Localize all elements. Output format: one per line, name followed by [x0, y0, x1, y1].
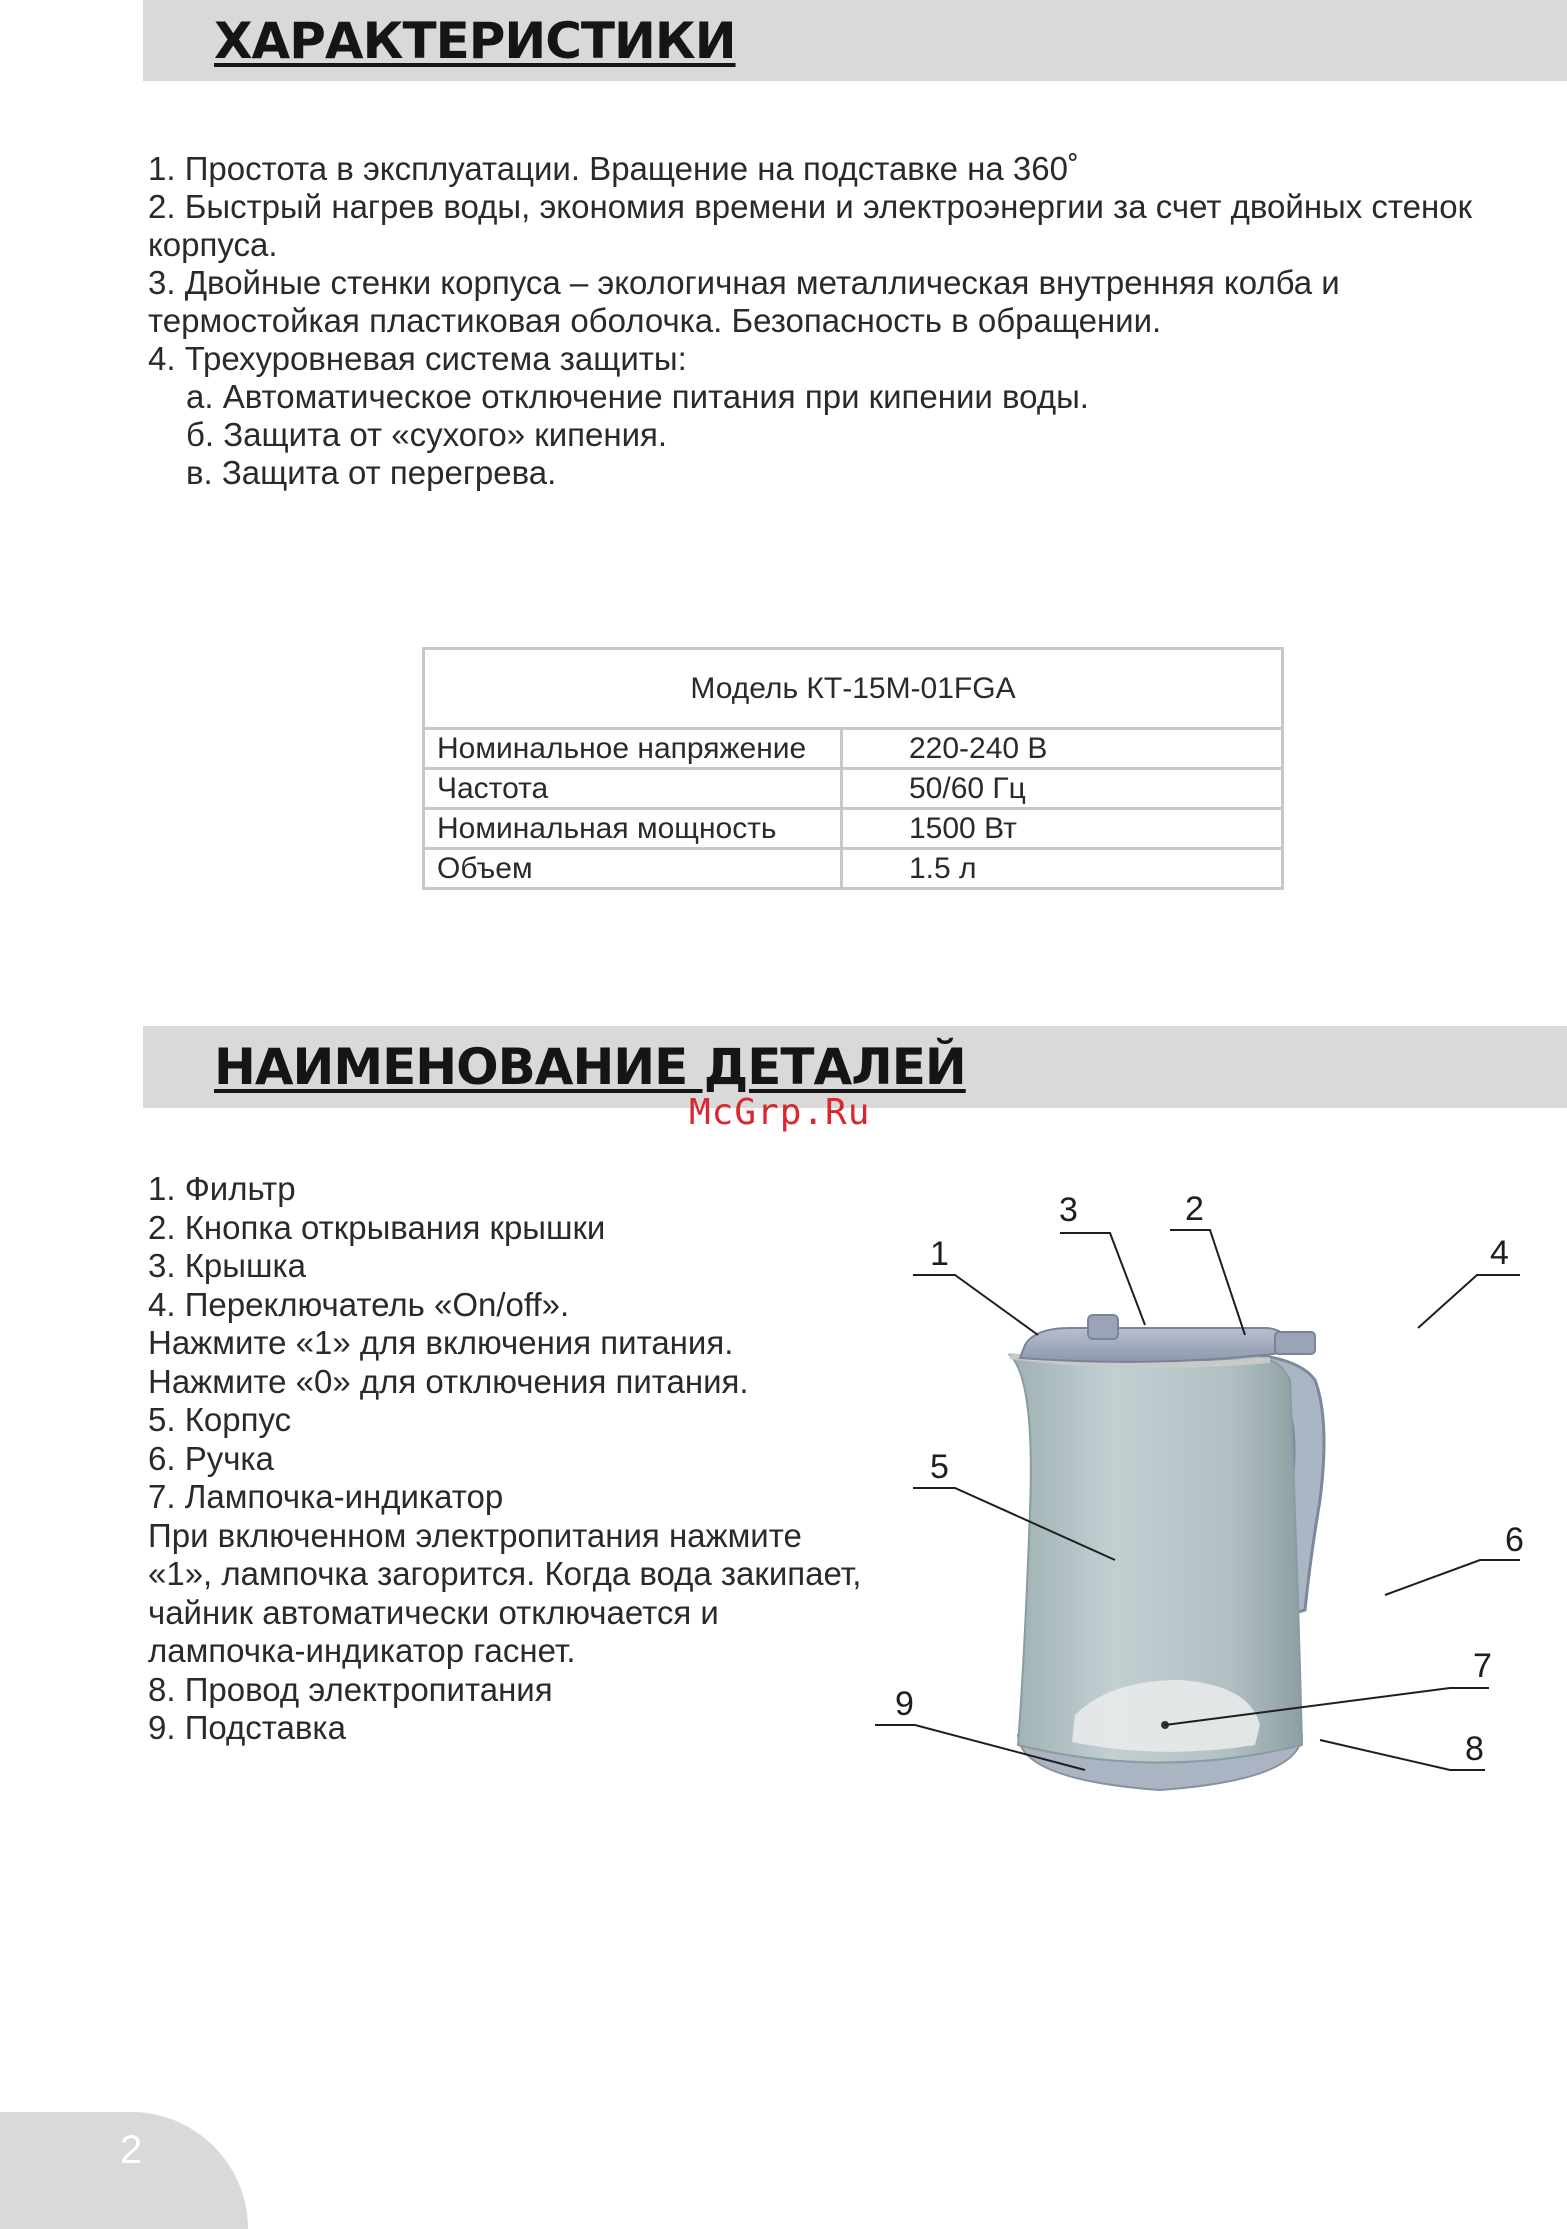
- parts-list: [148, 1170, 868, 1748]
- callout-1: 1: [930, 1235, 949, 1273]
- callout-5: 5: [930, 1448, 949, 1486]
- spec-label: Объем: [424, 849, 842, 889]
- spec-value: 1.5 л: [842, 849, 1283, 889]
- part-item: 1. Фильтр: [148, 1170, 296, 1207]
- switch: [1275, 1332, 1315, 1354]
- spec-table-model: Модель КТ-15М-01FGA: [424, 649, 1283, 729]
- spec-table: [422, 647, 1284, 890]
- feature-subitem: а. Автоматическое отключение питания при кипении воды.: [186, 378, 1089, 415]
- section-title-parts: НАИМЕНОВАНИЕ ДЕТАЛЕЙ: [214, 1038, 966, 1096]
- feature-item: 1. Простота в эксплуатации. Вращение на подставке на 360˚: [148, 150, 1079, 187]
- features-list: [148, 150, 1548, 492]
- part-note: Нажмите «0» для отключения питания.: [148, 1362, 749, 1400]
- kettle-illustration: [860, 1180, 1560, 1830]
- table-row: [424, 809, 1283, 849]
- spec-table-header-row: [424, 649, 1283, 729]
- callout-9: 9: [895, 1685, 914, 1723]
- callout-2: 2: [1185, 1190, 1204, 1228]
- feature-item: 4. Трехуровневая система защиты:: [148, 340, 687, 377]
- table-row: [424, 849, 1283, 889]
- spec-value: 220-240 В: [842, 729, 1283, 769]
- spec-value: 1500 Вт: [842, 809, 1283, 849]
- table-row: [424, 729, 1283, 769]
- callout-7: 7: [1473, 1647, 1492, 1685]
- part-item: 8. Провод электропитания: [148, 1670, 553, 1708]
- part-note: При включенном электропитания нажмите «1», лампочка загорится. Когда вода закипает, чайник автоматически отключается и лампочка-индикатор гаснет.: [148, 1516, 862, 1669]
- part-item: 4. Переключатель «On/off».: [148, 1285, 570, 1323]
- feature-subitem: б. Защита от «сухого» кипения.: [186, 416, 668, 453]
- part-item: 6. Ручка: [148, 1439, 274, 1477]
- feature-subitem: в. Защита от перегрева.: [186, 454, 557, 491]
- callout-6: 6: [1505, 1521, 1524, 1559]
- part-item: 3. Крышка: [148, 1247, 306, 1284]
- table-row: [424, 769, 1283, 809]
- spec-value: 50/60 Гц: [842, 769, 1283, 809]
- spec-label: Номинальная мощность: [424, 809, 842, 849]
- part-item: 2. Кнопка открывания крышки: [148, 1208, 606, 1246]
- kettle-diagram: [860, 1180, 1560, 1830]
- page-number: 2: [120, 2128, 143, 2172]
- part-item: 7. Лампочка-индикатор: [148, 1478, 504, 1515]
- feature-item: 2. Быстрый нагрев воды, экономия времени и электроэнергии за счет двойных стенок корпуса.: [148, 188, 1473, 263]
- lid: [1020, 1328, 1290, 1362]
- callout-8: 8: [1465, 1730, 1484, 1768]
- part-item: 9. Подставка: [148, 1709, 346, 1746]
- part-item: 5. Корпус: [148, 1401, 292, 1438]
- section-title-characteristics: ХАРАКТЕРИСТИКИ: [214, 12, 736, 70]
- callout-4: 4: [1490, 1234, 1509, 1272]
- callout-3: 3: [1059, 1191, 1078, 1229]
- feature-item: 3. Двойные стенки корпуса – экологичная металлическая внутренняя колба и термостойкая пластиковая оболочка. Безопасность в обращении.: [148, 264, 1340, 339]
- spec-label: Частота: [424, 769, 842, 809]
- spec-label: Номинальное напряжение: [424, 729, 842, 769]
- lid-button: [1088, 1315, 1118, 1339]
- part-note: Нажмите «1» для включения питания.: [148, 1324, 734, 1361]
- watermark: McGrp.Ru: [689, 1092, 871, 1133]
